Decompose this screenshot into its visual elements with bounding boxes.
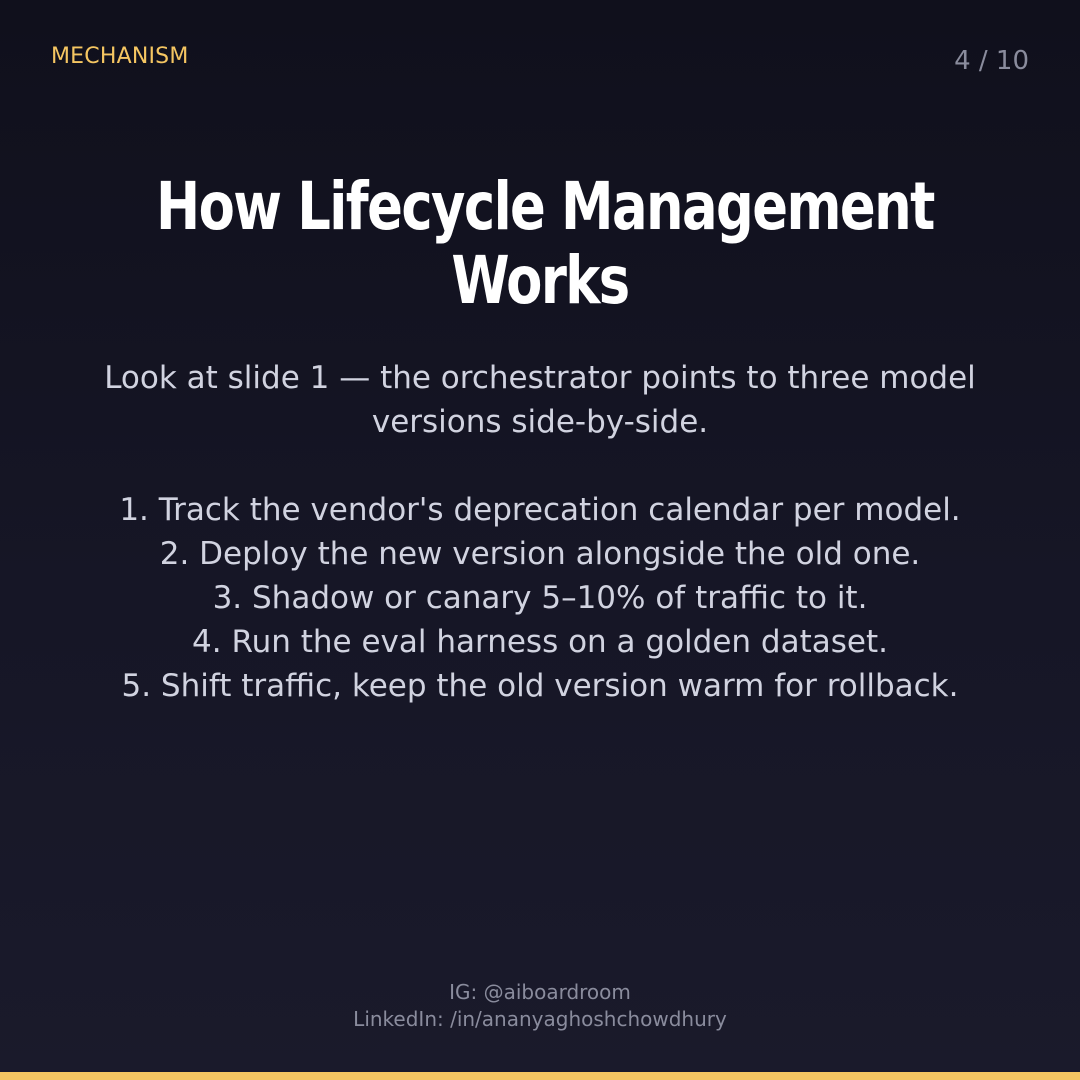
step-5: 5. Shift traffic, keep the old version warm for rollback. bbox=[121, 668, 959, 704]
step-1: 1. Track the vendor's deprecation calendar per model. bbox=[119, 492, 961, 528]
footer-credits bbox=[0, 979, 1080, 1033]
step-2: 2. Deploy the new version alongside the old one. bbox=[159, 536, 921, 572]
slide-body bbox=[60, 356, 1020, 708]
bottom-accent-bar bbox=[0, 1072, 1080, 1080]
slide-title bbox=[60, 170, 1020, 318]
linkedin-handle: LinkedIn: /in/ananyaghoshchowdhury bbox=[353, 1007, 727, 1031]
slide-title-line-2: Works bbox=[451, 242, 629, 319]
step-3: 3. Shadow or canary 5–10% of traffic to it. bbox=[212, 580, 868, 616]
intro-line-1: Look at slide 1 — the orchestrator points to three model bbox=[104, 360, 976, 396]
slide-title-line-1: How Lifecycle Management bbox=[156, 168, 934, 245]
step-4: 4. Run the eval harness on a golden dataset. bbox=[192, 624, 888, 660]
instagram-handle: IG: @aiboardroom bbox=[449, 980, 631, 1004]
intro-line-2: versions side-by-side. bbox=[371, 404, 709, 440]
category-label: MECHANISM bbox=[51, 44, 189, 69]
page-counter: 4 / 10 bbox=[954, 46, 1029, 76]
paragraph-gap bbox=[60, 444, 1020, 488]
